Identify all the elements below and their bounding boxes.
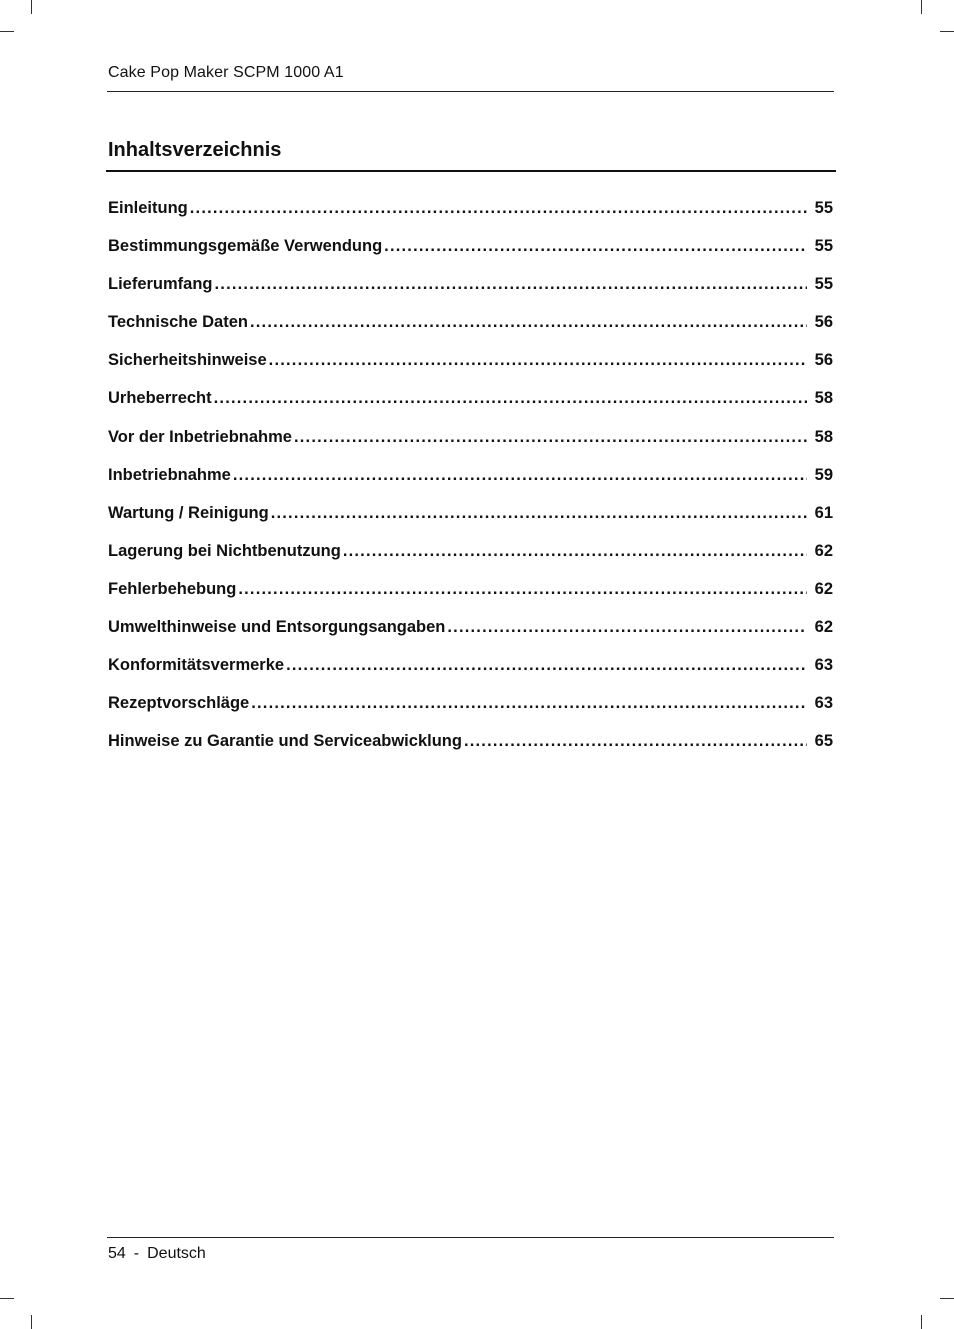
toc-dot-leader [384, 237, 807, 256]
crop-mark-top-left [31, 0, 32, 14]
toc-entry-page: 58 [814, 427, 833, 446]
toc-entry-page: 59 [814, 465, 833, 484]
toc-entry-page: 63 [814, 656, 833, 675]
toc-dot-leader [214, 389, 807, 408]
toc-entry-label: Einleitung [108, 199, 188, 217]
crop-mark-top-left-h [0, 31, 14, 32]
crop-mark-bottom-right-h [940, 1298, 954, 1299]
crop-mark-bottom-right [921, 1315, 922, 1329]
toc-entry-page: 55 [814, 275, 833, 294]
footer-separator: - [133, 1245, 140, 1262]
toc-entry[interactable] [108, 656, 833, 694]
toc-entry[interactable] [108, 466, 833, 504]
page-number: 54 [108, 1245, 126, 1262]
toc-list [108, 199, 833, 770]
toc-entry-label: Fehlerbehebung [108, 579, 237, 598]
toc-entry[interactable] [108, 313, 833, 351]
toc-entry-page: 55 [814, 199, 833, 217]
toc-entry[interactable] [108, 428, 833, 466]
toc-dot-leader [215, 275, 807, 294]
toc-entry-label: Umwelthinweise und Entsorgungsangaben [108, 618, 446, 637]
page-footer [108, 1245, 206, 1263]
toc-entry-page: 65 [814, 732, 833, 751]
toc-entry-page: 55 [814, 237, 833, 256]
toc-dot-leader [447, 618, 807, 637]
toc-entry-page: 62 [814, 579, 833, 598]
toc-dot-leader [269, 351, 807, 370]
toc-entry[interactable] [108, 694, 833, 732]
toc-entry[interactable] [108, 389, 833, 427]
toc-entry[interactable] [108, 275, 833, 313]
toc-dot-leader [464, 732, 807, 751]
toc-entry-label: Konformitätsvermerke [108, 656, 285, 675]
toc-entry-label: Rezeptvorschläge [108, 694, 250, 713]
crop-mark-bottom-left [31, 1315, 32, 1329]
toc-entry[interactable] [108, 351, 833, 389]
toc-title: Inhaltsverzeichnis [108, 139, 282, 161]
toc-entry-label: Wartung / Reinigung [108, 503, 269, 522]
toc-entry-page: 62 [814, 541, 833, 560]
toc-dot-leader [250, 313, 807, 332]
toc-dot-leader [271, 504, 807, 523]
toc-dot-leader [343, 542, 807, 561]
footer-language: Deutsch [147, 1245, 206, 1262]
toc-entry-label: Vor der Inbetriebnahme [108, 427, 292, 446]
toc-entry[interactable] [108, 580, 833, 618]
toc-entry[interactable] [108, 199, 833, 237]
crop-mark-top-right-h [940, 31, 954, 32]
toc-entry[interactable] [108, 732, 833, 770]
toc-dot-leader [238, 580, 807, 599]
toc-entry-page: 62 [814, 618, 833, 637]
toc-entry-page: 61 [814, 503, 833, 522]
toc-entry-label: Lieferumfang [108, 275, 213, 294]
toc-entry-page: 58 [814, 389, 833, 408]
title-divider [106, 170, 836, 172]
running-header: Cake Pop Maker SCPM 1000 A1 [108, 64, 344, 81]
toc-entry-page: 63 [814, 694, 833, 713]
toc-entry-page: 56 [814, 351, 833, 370]
toc-entry[interactable] [108, 504, 833, 542]
toc-dot-leader [233, 466, 807, 485]
toc-entry[interactable] [108, 618, 833, 656]
toc-entry-page: 56 [814, 313, 833, 332]
crop-mark-bottom-left-h [0, 1298, 14, 1299]
toc-entry-label: Lagerung bei Nichtbenutzung [108, 541, 341, 560]
toc-entry[interactable] [108, 237, 833, 275]
toc-dot-leader [251, 694, 807, 713]
toc-dot-leader [294, 428, 807, 447]
toc-entry-label: Hinweise zu Garantie und Serviceabwicklung [108, 732, 462, 751]
toc-entry-label: Sicherheitshinweise [108, 351, 267, 370]
header-divider [107, 91, 834, 92]
toc-dot-leader [286, 656, 807, 675]
toc-entry-label: Inbetriebnahme [108, 465, 231, 484]
toc-dot-leader [190, 199, 807, 218]
toc-entry-label: Bestimmungsgemäße Verwendung [108, 237, 383, 256]
footer-divider [107, 1237, 834, 1238]
toc-entry-label: Technische Daten [108, 313, 248, 332]
crop-mark-top-right [921, 0, 922, 14]
toc-entry[interactable] [108, 542, 833, 580]
toc-entry-label: Urheberrecht [108, 389, 212, 408]
